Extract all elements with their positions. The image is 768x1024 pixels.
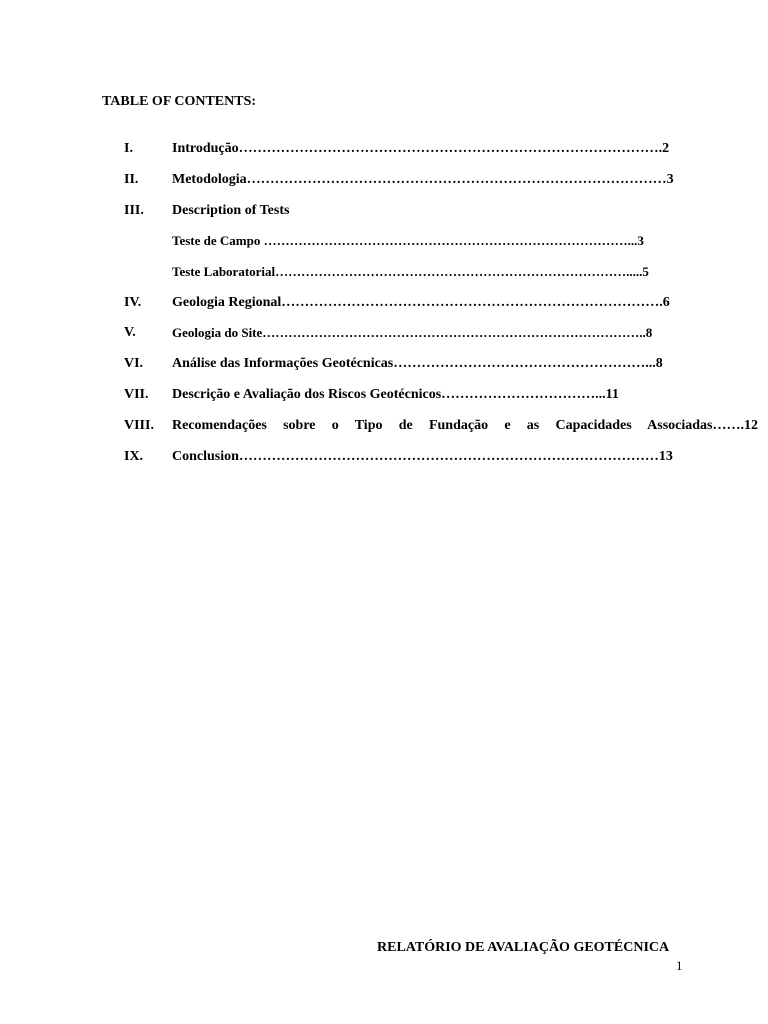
toc-numeral: V. [124,325,136,340]
toc-numeral: VIII. [124,418,154,433]
toc-entry-text: Geologia do Site……………………………………………………………………………..8 [172,325,653,340]
toc-numeral: I. [124,141,133,156]
toc-numeral: IX. [124,449,144,464]
footer-report-title: RELATÓRIO DE AVALIAÇÃO GEOTÉCNICA [377,940,670,955]
toc-subentry-text: Teste Laboratorial……………………………………………………………………….....5 [172,264,649,279]
toc-entry-text: Introdução……………………………………………………………………………….2 [172,141,670,156]
toc-numeral: VII. [124,387,149,402]
toc-entry-text: Análise das Informações Geotécnicas………………………………………………...8 [172,356,663,371]
page-number: 1 [676,958,683,973]
toc-heading: TABLE OF CONTENTS: [102,94,257,109]
toc-entry-text: Metodologia………………………………………………………………………………3 [172,172,674,187]
toc-numeral: III. [124,203,144,218]
toc-numeral: IV. [124,295,142,310]
toc-subentry-text: Teste de Campo …………………………………………………………………………...3 [172,233,644,248]
toc-entry-text: Descrição e Avaliação dos Riscos Geotécnicos……………………………...11 [172,387,619,402]
toc-entry-text: Description of Tests [172,203,290,218]
toc-numeral: VI. [124,356,144,371]
toc-entry-text: Geologia Regional……………………………………………………………………….6 [172,295,670,310]
toc-entry-text: Recomendações sobre o Tipo de Fundação e as Capacidades Associadas…….12 [172,418,758,433]
toc-numeral: II. [124,172,139,187]
toc-entry-text: Conclusion………………………………………………………………………………13 [172,449,673,464]
